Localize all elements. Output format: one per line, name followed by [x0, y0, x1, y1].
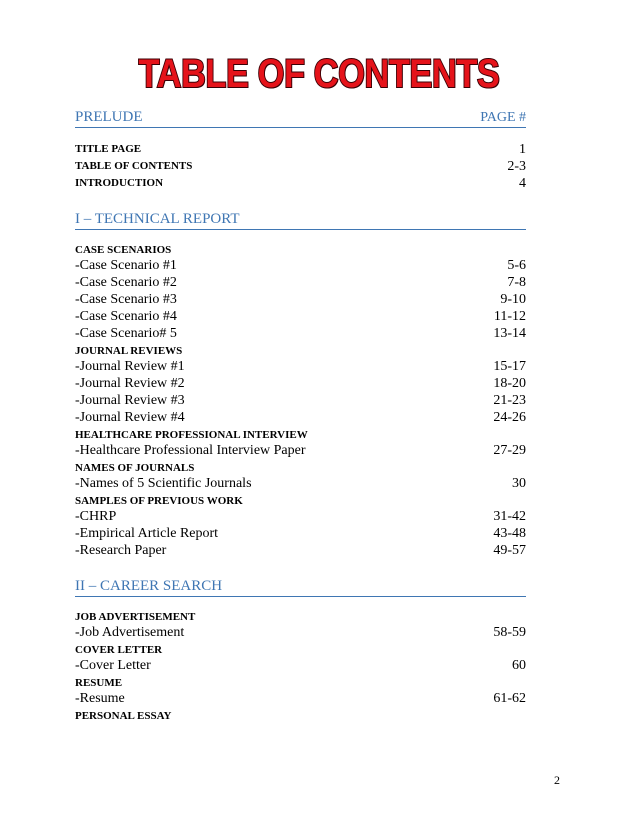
- toc-entry: [75, 175, 526, 192]
- section-heading-technical-report: [75, 210, 526, 230]
- toc-entry: [75, 358, 526, 375]
- toc-entry-page: 43-48: [493, 526, 526, 541]
- toc-entry-page: 1: [519, 142, 526, 157]
- toc-entry-label: -Case Scenario #1: [75, 258, 177, 273]
- toc-entry: [75, 375, 526, 392]
- toc-entry-label: -CHRP: [75, 509, 117, 524]
- toc-entry: [75, 690, 526, 707]
- toc-entry-label: -Names of 5 Scientific Journals: [75, 476, 252, 491]
- toc-entry-label: TABLE OF CONTENTS: [75, 160, 193, 172]
- toc-entry-label: -Resume: [75, 691, 125, 706]
- toc-entry-page: 24-26: [493, 410, 526, 425]
- page-number: 2: [554, 773, 560, 787]
- toc-entry-label: -Research Paper: [75, 543, 167, 558]
- toc-group-heading: HEALTHCARE PROFESSIONAL INTERVIEW: [75, 429, 308, 441]
- section-title: II – CAREER SEARCH: [75, 578, 223, 594]
- toc-group-heading: PERSONAL ESSAY: [75, 710, 172, 722]
- toc-entry-page: 18-20: [493, 376, 526, 391]
- toc-entry-label: -Case Scenario# 5: [75, 326, 177, 341]
- toc-entry-label: -Journal Review #2: [75, 376, 185, 391]
- section-heading-career-search: [75, 577, 526, 597]
- toc-entry-page: 11-12: [493, 309, 526, 324]
- toc-entry-page: 4: [519, 176, 526, 191]
- toc-entry: [75, 158, 526, 175]
- toc-entry-page: 61-62: [493, 691, 526, 706]
- toc-entry-label: -Journal Review #3: [75, 393, 185, 408]
- toc-entry-label: -Cover Letter: [75, 658, 151, 673]
- toc-group-heading: NAMES OF JOURNALS: [75, 462, 195, 474]
- toc-group-heading: CASE SCENARIOS: [75, 244, 172, 256]
- section-title: I – TECHNICAL REPORT: [75, 211, 240, 227]
- toc-entry-page: 31-42: [493, 509, 526, 524]
- toc-entry: [75, 325, 526, 342]
- toc-entry: [75, 525, 526, 542]
- toc-entry: [75, 291, 526, 308]
- toc-entry: [75, 308, 526, 325]
- toc-entry: [75, 508, 526, 525]
- toc-entry-page: 60: [512, 658, 526, 673]
- toc-entry: [75, 442, 526, 459]
- toc-entry-page: 13-14: [493, 326, 526, 341]
- toc-entry: [75, 392, 526, 409]
- section-heading-prelude: [75, 108, 526, 128]
- toc-group-heading: JOURNAL REVIEWS: [75, 345, 183, 357]
- toc-entry-label: -Healthcare Professional Interview Paper: [75, 443, 306, 458]
- toc-group-heading: SAMPLES OF PREVIOUS WORK: [75, 495, 243, 507]
- toc-group-heading: JOB ADVERTISEMENT: [75, 611, 196, 623]
- toc-entry-page: 27-29: [493, 443, 526, 458]
- toc-entry-label: -Journal Review #1: [75, 359, 185, 374]
- toc-group-heading: COVER LETTER: [75, 644, 163, 656]
- toc-entry: [75, 257, 526, 274]
- toc-entry: [75, 141, 526, 158]
- toc-entry: [75, 624, 526, 641]
- table-of-contents: [75, 108, 526, 723]
- toc-entry-page: 7-8: [507, 275, 526, 290]
- toc-entry: [75, 274, 526, 291]
- toc-entry-page: 49-57: [493, 543, 526, 558]
- page-column-heading: PAGE #: [480, 110, 526, 125]
- toc-entry: [75, 475, 526, 492]
- toc-entry-label: -Job Advertisement: [75, 625, 185, 640]
- toc-entry: [75, 409, 526, 426]
- toc-entry-label: -Case Scenario #2: [75, 275, 177, 290]
- toc-entry-label: INTRODUCTION: [75, 177, 164, 189]
- toc-entry-label: TITLE PAGE: [75, 143, 142, 155]
- toc-entry-page: 30: [512, 476, 526, 491]
- toc-group-heading: RESUME: [75, 677, 123, 689]
- toc-entry: [75, 542, 526, 559]
- toc-entry-label: -Case Scenario #4: [75, 309, 177, 324]
- page-title: TABLE OF CONTENTS: [138, 52, 500, 96]
- toc-entry-label: -Empirical Article Report: [75, 526, 219, 541]
- toc-entry-page: 15-17: [493, 359, 526, 374]
- toc-entry-page: 58-59: [493, 625, 526, 640]
- toc-entry: [75, 657, 526, 674]
- toc-entry-page: 21-23: [493, 393, 526, 408]
- toc-entry-page: 9-10: [500, 292, 526, 307]
- section-title: PRELUDE: [75, 109, 143, 125]
- toc-entry-label: -Case Scenario #3: [75, 292, 177, 307]
- toc-entry-page: 2-3: [507, 159, 526, 174]
- toc-entry-page: 5-6: [507, 258, 526, 273]
- toc-entry-label: -Journal Review #4: [75, 410, 185, 425]
